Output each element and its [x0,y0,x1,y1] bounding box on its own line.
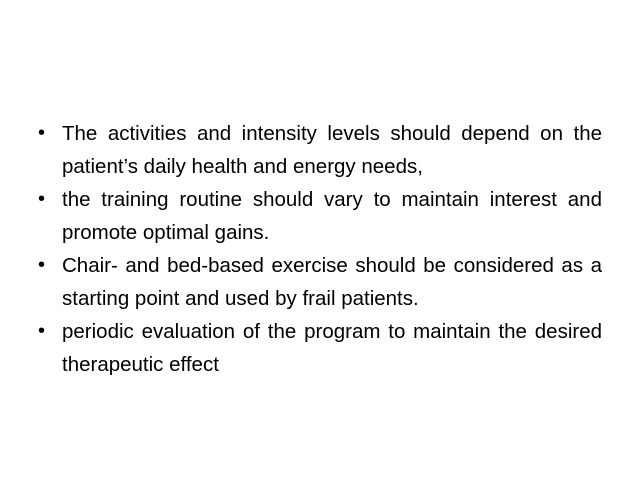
bullet-text: Chair- and bed-based exercise should be considered as a starting point and used by frail patients. [62,254,602,310]
bullet-text: periodic evaluation of the program to maintain the desired therapeutic effect [62,320,602,376]
bullet-dot-icon: • [38,254,46,276]
bullet-text: The activities and intensity levels should depend on the patient’s daily health and energy needs, [62,122,602,178]
bullet-dot-icon: • [38,122,46,144]
bullet-item [36,117,602,183]
bullet-dot-icon: • [38,188,46,210]
bullet-item [36,183,602,249]
bullet-item [36,249,602,315]
bullet-dot-icon: • [38,320,46,342]
bullet-text: the training routine should vary to maintain interest and promote optimal gains. [62,188,602,244]
bullet-item [36,315,602,381]
bullet-list [36,117,602,381]
